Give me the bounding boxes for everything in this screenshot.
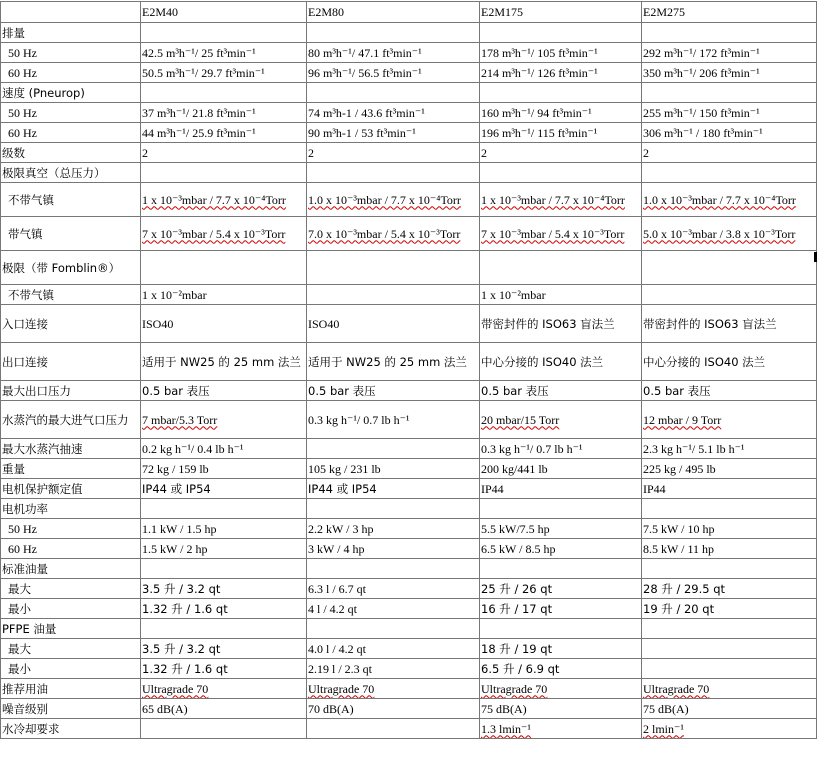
table-cell: [480, 83, 642, 103]
table-cell: [642, 559, 817, 579]
table-cell: 中心分接的 ISO40 法兰: [642, 343, 817, 381]
table-cell: 70 dB(A): [307, 699, 480, 719]
row-label: 最小: [1, 599, 141, 619]
table-cell: 7 x 10⁻³mbar / 5.4 x 10⁻³Torr: [141, 217, 307, 251]
row-label: 50 Hz: [1, 519, 141, 539]
table-cell: 1.0 x 10⁻³mbar / 7.7 x 10⁻⁴Torr: [307, 183, 480, 217]
table-cell: 160 m³h⁻¹/ 94 ft³min⁻¹: [480, 103, 642, 123]
table-cell: 1.0 x 10⁻³mbar / 7.7 x 10⁻⁴Torr: [642, 183, 817, 217]
table-row: [1, 619, 817, 639]
table-cell: 1 x 10⁻²mbar: [480, 285, 642, 305]
table-cell: Ultragrade 70: [307, 679, 480, 699]
table-cell: 0.2 kg h⁻¹/ 0.4 lb h⁻¹: [141, 439, 307, 459]
table-cell: 96 m³h⁻¹/ 56.5 ft³min⁻¹: [307, 63, 480, 83]
row-label: 不带气镇: [1, 285, 141, 305]
table-cell: [642, 285, 817, 305]
table-cell: 6.5 升 / 6.9 qt: [480, 659, 642, 679]
table-cell: 1.1 kW / 1.5 hp: [141, 519, 307, 539]
table-row: [1, 439, 817, 459]
table-cell: 7.0 x 10⁻³mbar / 5.4 x 10⁻³Torr: [307, 217, 480, 251]
row-label: 入口连接: [1, 305, 141, 343]
table-cell: 19 升 / 20 qt: [642, 599, 817, 619]
table-cell: 7 mbar/5.3 Torr: [141, 401, 307, 439]
table-cell: 4 l / 4.2 qt: [307, 599, 480, 619]
table-cell: 42.5 m³h⁻¹/ 25 ft³min⁻¹: [141, 43, 307, 63]
row-label: 速度 (Pneurop): [1, 83, 141, 103]
table-cell: [642, 251, 817, 285]
table-cell: [307, 23, 480, 43]
row-label: 推荐用油: [1, 679, 141, 699]
table-cell: 2.19 l / 2.3 qt: [307, 659, 480, 679]
table-cell: 8.5 kW / 11 hp: [642, 539, 817, 559]
table-cell: [642, 619, 817, 639]
row-label: PFPE 油量: [1, 619, 141, 639]
table-cell: [307, 559, 480, 579]
table-cell: 5.5 kW/7.5 hp: [480, 519, 642, 539]
table-cell: 1 x 10⁻³mbar / 7.7 x 10⁻⁴Torr: [480, 183, 642, 217]
table-cell: 1 x 10⁻²mbar: [141, 285, 307, 305]
table-row: [1, 639, 817, 659]
table-cell: 0.5 bar 表压: [307, 381, 480, 401]
table-cell: [141, 499, 307, 519]
table-cell: 0.5 bar 表压: [642, 381, 817, 401]
table-cell: [307, 719, 480, 739]
table-cell: [307, 251, 480, 285]
table-cell: 0.5 bar 表压: [141, 381, 307, 401]
table-cell: [141, 163, 307, 183]
table-cell: 75 dB(A): [642, 699, 817, 719]
spec-table: [0, 1, 817, 739]
table-cell: Ultragrade 70: [141, 679, 307, 699]
row-label: 电机保护额定值: [1, 479, 141, 499]
table-cell: [480, 559, 642, 579]
table-cell: 44 m³h⁻¹/ 25.9 ft³min⁻¹: [141, 123, 307, 143]
table-cell: 2.2 kW / 3 hp: [307, 519, 480, 539]
table-cell: 1.32 升 / 1.6 qt: [141, 599, 307, 619]
table-cell: 0.3 kg h⁻¹/ 0.7 lb h⁻¹: [480, 439, 642, 459]
table-cell: [141, 619, 307, 639]
table-cell: 6.5 kW / 8.5 hp: [480, 539, 642, 559]
row-label: 极限真空（总压力）: [1, 163, 141, 183]
table-cell: 74 m³h-1 / 43.6 ft³min⁻¹: [307, 103, 480, 123]
table-cell: [480, 619, 642, 639]
table-cell: [307, 163, 480, 183]
table-cell: [642, 83, 817, 103]
table-cell: 18 升 / 19 qt: [480, 639, 642, 659]
row-label: 重量: [1, 459, 141, 479]
table-row: [1, 699, 817, 719]
table-cell: [480, 251, 642, 285]
table-cell: 3.5 升 / 3.2 qt: [141, 579, 307, 599]
table-row: [1, 679, 817, 699]
table-row: [1, 659, 817, 679]
table-cell: [642, 23, 817, 43]
header-cell: E2M40: [141, 2, 307, 23]
table-cell: 225 kg / 495 lb: [642, 459, 817, 479]
header-cell: E2M175: [480, 2, 642, 23]
table-row: [1, 539, 817, 559]
table-cell: 200 kg/441 lb: [480, 459, 642, 479]
table-cell: [642, 499, 817, 519]
row-label: 最小: [1, 659, 141, 679]
row-label: 60 Hz: [1, 63, 141, 83]
edge-marker: [814, 252, 817, 262]
table-cell: [307, 499, 480, 519]
row-label: 电机功率: [1, 499, 141, 519]
table-row: [1, 83, 817, 103]
table-cell: 25 升 / 26 qt: [480, 579, 642, 599]
table-cell: [141, 83, 307, 103]
row-label: 最大水蒸汽抽速: [1, 439, 141, 459]
header-cell: E2M80: [307, 2, 480, 23]
table-cell: [307, 619, 480, 639]
table-cell: 350 m³h⁻¹/ 206 ft³min⁻¹: [642, 63, 817, 83]
table-cell: [642, 659, 817, 679]
table-cell: 1.5 kW / 2 hp: [141, 539, 307, 559]
table-row: [1, 123, 817, 143]
table-cell: 65 dB(A): [141, 699, 307, 719]
table-cell: 37 m³h⁻¹/ 21.8 ft³min⁻¹: [141, 103, 307, 123]
table-cell: 7.5 kW / 10 hp: [642, 519, 817, 539]
table-cell: [307, 439, 480, 459]
table-row: [1, 43, 817, 63]
table-row: [1, 305, 817, 343]
table-cell: 1.3 lmin⁻¹: [480, 719, 642, 739]
table-row: [1, 285, 817, 305]
table-row: [1, 459, 817, 479]
table-row: [1, 23, 817, 43]
table-cell: [480, 499, 642, 519]
table-cell: 105 kg / 231 lb: [307, 459, 480, 479]
table-cell: 0.3 kg h⁻¹/ 0.7 lb h⁻¹: [307, 401, 480, 439]
table-cell: 6.3 l / 6.7 qt: [307, 579, 480, 599]
row-label: 60 Hz: [1, 123, 141, 143]
table-row: [1, 499, 817, 519]
row-label: 极限（带 Fomblin®）: [1, 251, 141, 285]
table-cell: [642, 639, 817, 659]
table-cell: 2: [141, 143, 307, 163]
table-cell: 90 m³h-1 / 53 ft³min⁻¹: [307, 123, 480, 143]
table-cell: 196 m³h⁻¹/ 115 ft³min⁻¹: [480, 123, 642, 143]
table-row: [1, 343, 817, 381]
table-cell: 16 升 / 17 qt: [480, 599, 642, 619]
table-cell: ISO40: [307, 305, 480, 343]
table-cell: 255 m³h⁻¹/ 150 ft³min⁻¹: [642, 103, 817, 123]
table-cell: Ultragrade 70: [480, 679, 642, 699]
table-row: [1, 599, 817, 619]
row-label: 排量: [1, 23, 141, 43]
table-cell: 1.32 升 / 1.6 qt: [141, 659, 307, 679]
table-row: [1, 183, 817, 217]
table-cell: IP44 或 IP54: [141, 479, 307, 499]
table-row: [1, 719, 817, 739]
row-label: 不带气镇: [1, 183, 141, 217]
row-label: 出口连接: [1, 343, 141, 381]
table-row: [1, 163, 817, 183]
table-cell: [480, 163, 642, 183]
row-label: 50 Hz: [1, 43, 141, 63]
header-cell: [1, 2, 141, 23]
table-row: [1, 103, 817, 123]
table-row: [1, 401, 817, 439]
table-cell: 0.5 bar 表压: [480, 381, 642, 401]
table-cell: 2: [642, 143, 817, 163]
table-cell: 7 x 10⁻³mbar / 5.4 x 10⁻³Torr: [480, 217, 642, 251]
table-cell: 3 kW / 4 hp: [307, 539, 480, 559]
row-label: 水蒸汽的最大进气口压力: [1, 401, 141, 439]
table-cell: 1 x 10⁻³mbar / 7.7 x 10⁻⁴Torr: [141, 183, 307, 217]
table-cell: 4.0 l / 4.2 qt: [307, 639, 480, 659]
row-label: 60 Hz: [1, 539, 141, 559]
table-cell: 20 mbar/15 Torr: [480, 401, 642, 439]
table-cell: 178 m³h⁻¹/ 105 ft³min⁻¹: [480, 43, 642, 63]
table-cell: [642, 163, 817, 183]
table-cell: 适用于 NW25 的 25 mm 法兰: [141, 343, 307, 381]
table-row: [1, 579, 817, 599]
table-row: [1, 519, 817, 539]
table-cell: 5.0 x 10⁻³mbar / 3.8 x 10⁻³Torr: [642, 217, 817, 251]
row-label: 最大: [1, 579, 141, 599]
row-label: 噪音级别: [1, 699, 141, 719]
table-cell: 12 mbar / 9 Torr: [642, 401, 817, 439]
table-cell: 292 m³h⁻¹/ 172 ft³min⁻¹: [642, 43, 817, 63]
table-row: [1, 479, 817, 499]
table-row: [1, 217, 817, 251]
table-cell: 28 升 / 29.5 qt: [642, 579, 817, 599]
table-cell: 80 m³h⁻¹/ 47.1 ft³min⁻¹: [307, 43, 480, 63]
table-cell: 72 kg / 159 lb: [141, 459, 307, 479]
table-cell: IP44 或 IP54: [307, 479, 480, 499]
table-cell: 50.5 m³h⁻¹/ 29.7 ft³min⁻¹: [141, 63, 307, 83]
table-cell: 2.3 kg h⁻¹/ 5.1 lb h⁻¹: [642, 439, 817, 459]
table-cell: Ultragrade 70: [642, 679, 817, 699]
table-cell: ISO40: [141, 305, 307, 343]
table-cell: IP44: [480, 479, 642, 499]
table-cell: [480, 23, 642, 43]
spec-table-body: [1, 23, 817, 739]
table-cell: 中心分接的 ISO40 法兰: [480, 343, 642, 381]
table-cell: [307, 285, 480, 305]
table-cell: 2: [307, 143, 480, 163]
row-label: 带气镇: [1, 217, 141, 251]
row-label: 级数: [1, 143, 141, 163]
table-cell: IP44: [642, 479, 817, 499]
header-row: [1, 2, 817, 23]
header-cell: E2M275: [642, 2, 817, 23]
table-cell: [141, 559, 307, 579]
table-row: [1, 381, 817, 401]
table-cell: 适用于 NW25 的 25 mm 法兰: [307, 343, 480, 381]
table-cell: 3.5 升 / 3.2 qt: [141, 639, 307, 659]
table-cell: [141, 719, 307, 739]
table-row: [1, 559, 817, 579]
table-cell: 306 m³h⁻¹ / 180 ft³min⁻¹: [642, 123, 817, 143]
table-cell: 214 m³h⁻¹/ 126 ft³min⁻¹: [480, 63, 642, 83]
row-label: 水冷却要求: [1, 719, 141, 739]
table-cell: [141, 251, 307, 285]
table-cell: 75 dB(A): [480, 699, 642, 719]
table-row: [1, 143, 817, 163]
table-cell: 带密封件的 ISO63 盲法兰: [480, 305, 642, 343]
table-cell: 带密封件的 ISO63 盲法兰: [642, 305, 817, 343]
table-cell: [307, 83, 480, 103]
table-row: [1, 251, 817, 285]
table-cell: 2: [480, 143, 642, 163]
row-label: 50 Hz: [1, 103, 141, 123]
row-label: 最大: [1, 639, 141, 659]
row-label: 最大出口压力: [1, 381, 141, 401]
row-label: 标准油量: [1, 559, 141, 579]
table-cell: 2 lmin⁻¹: [642, 719, 817, 739]
table-cell: [141, 23, 307, 43]
table-row: [1, 63, 817, 83]
